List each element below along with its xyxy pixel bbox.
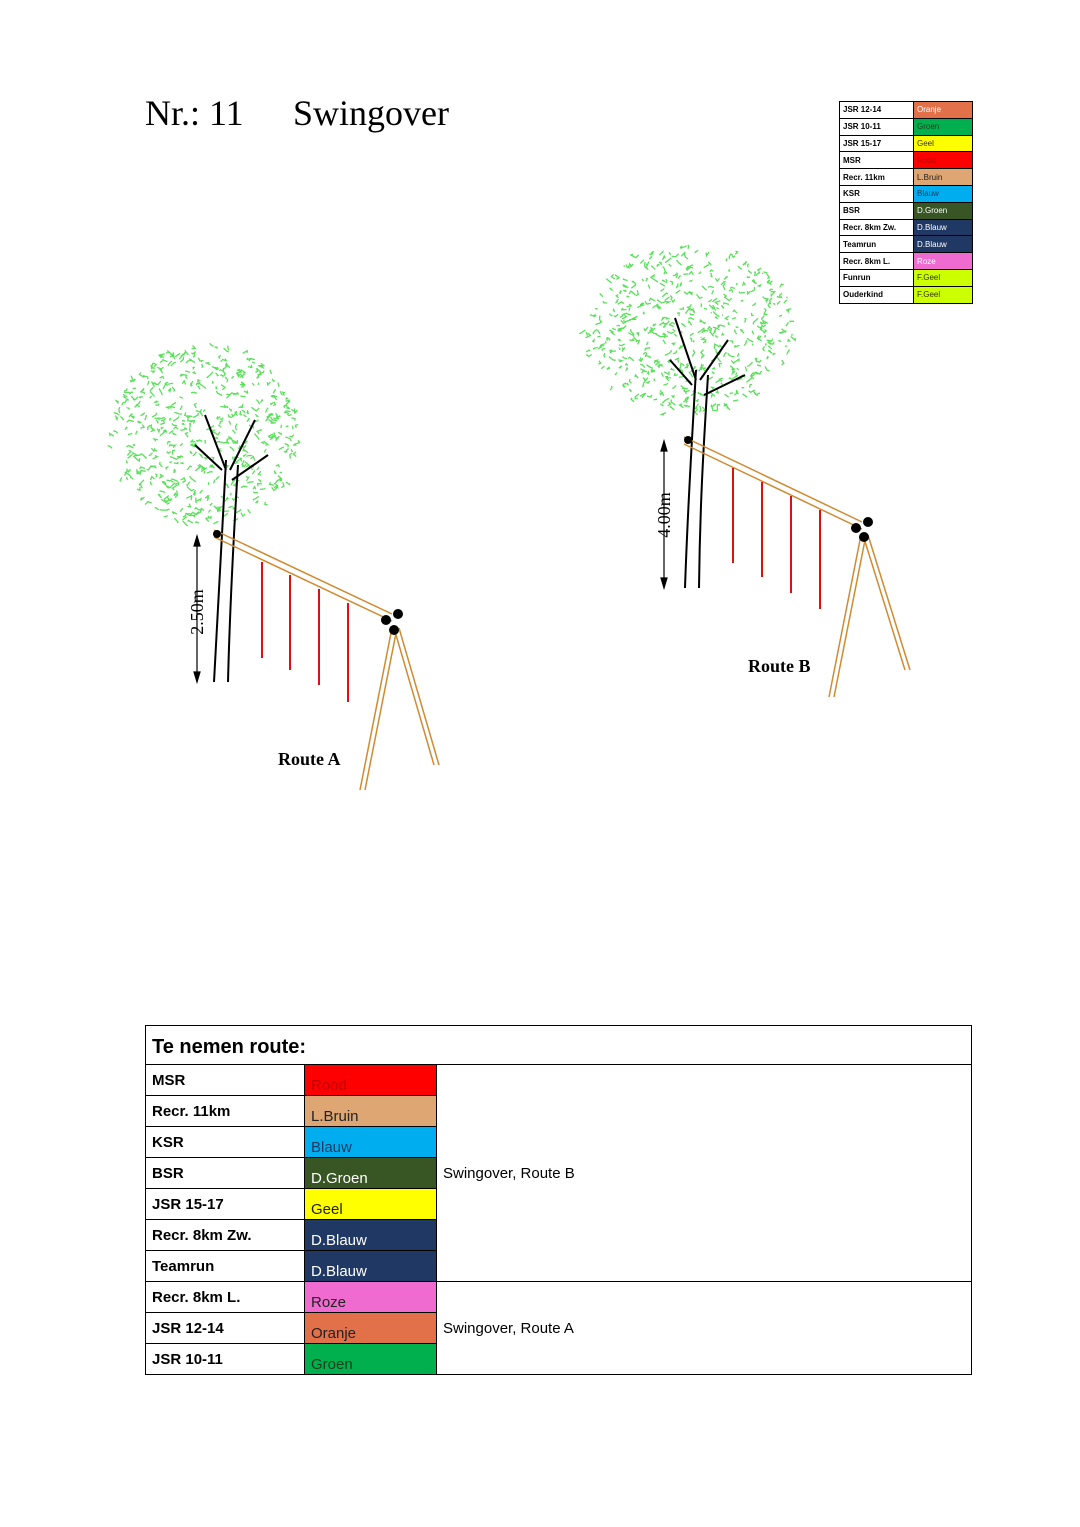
route-b-beam	[684, 437, 862, 529]
route-a-tree-trunk	[195, 415, 268, 682]
route-color-cell: Blauw	[305, 1127, 437, 1158]
legend-color-swatch: Roze	[914, 253, 973, 270]
legend-color-swatch: Blauw	[914, 185, 973, 202]
legend-category: Ouderkind	[840, 286, 914, 303]
route-category: Teamrun	[146, 1251, 305, 1282]
foliage-scribble	[108, 343, 300, 526]
route-color-cell: Geel	[305, 1189, 437, 1220]
legend-category: KSR	[840, 185, 914, 202]
route-category: Recr. 11km	[146, 1096, 305, 1127]
legend-category: MSR	[840, 152, 914, 169]
route-color-cell: Roze	[305, 1282, 437, 1313]
route-color-cell: Rood	[305, 1065, 437, 1096]
route-b-legs	[829, 535, 910, 697]
route-b-illustration	[579, 245, 910, 697]
route-color-cell: D.Groen	[305, 1158, 437, 1189]
legend-category: Funrun	[840, 269, 914, 286]
route-color-cell: D.Blauw	[305, 1251, 437, 1282]
legend-category: Recr. 11km	[840, 169, 914, 186]
route-table-row	[146, 1282, 972, 1313]
route-color-cell: L.Bruin	[305, 1096, 437, 1127]
route-table-heading-row	[146, 1026, 972, 1065]
route-b-label: Route B	[748, 656, 811, 676]
legend-color-swatch: Rood	[914, 152, 973, 169]
route-category: JSR 12-14	[146, 1313, 305, 1344]
route-table-heading: Te nemen route:	[146, 1026, 972, 1065]
route-description: Swingover, Route A	[437, 1282, 972, 1375]
route-category: Recr. 8km Zw.	[146, 1220, 305, 1251]
legend-category: Recr. 8km Zw.	[840, 219, 914, 236]
obstacle-number: Nr.: 11	[145, 93, 244, 133]
legend-color-swatch: D.Blauw	[914, 219, 973, 236]
legend-color-swatch: L.Bruin	[914, 169, 973, 186]
route-a-clamps	[213, 530, 403, 635]
legend-category: JSR 15-17	[840, 135, 914, 152]
route-table-row	[146, 1065, 972, 1096]
route-table	[145, 1025, 972, 1375]
legend-color-swatch: Oranje	[914, 102, 973, 119]
legend-color-swatch: D.Blauw	[914, 236, 973, 253]
route-b-height-label: 4.00m	[654, 492, 674, 538]
foliage-scribble	[579, 245, 795, 415]
route-color-cell: Oranje	[305, 1313, 437, 1344]
route-a-beam	[214, 530, 392, 621]
route-a-height-label: 2.50m	[187, 589, 207, 635]
legend-color-swatch: Groen	[914, 118, 973, 135]
route-color-cell: Groen	[305, 1344, 437, 1375]
route-category: Recr. 8km L.	[146, 1282, 305, 1313]
route-category: JSR 10-11	[146, 1344, 305, 1375]
route-a-tree-foliage	[108, 343, 300, 526]
route-category: KSR	[146, 1127, 305, 1158]
route-category: BSR	[146, 1158, 305, 1189]
legend-color-swatch: F.Geel	[914, 269, 973, 286]
legend-category: JSR 10-11	[840, 118, 914, 135]
route-description: Swingover, Route B	[437, 1065, 972, 1282]
route-a-label: Route A	[278, 749, 341, 769]
legend-category: Teamrun	[840, 236, 914, 253]
route-color-cell: D.Blauw	[305, 1220, 437, 1251]
legend-color-swatch: Geel	[914, 135, 973, 152]
route-b-ropes	[733, 468, 820, 609]
obstacle-title: Swingover	[293, 93, 449, 133]
legend-category: Recr. 8km L.	[840, 253, 914, 270]
route-category: JSR 15-17	[146, 1189, 305, 1220]
route-a-illustration	[108, 343, 439, 790]
legend-color-swatch: F.Geel	[914, 286, 973, 303]
legend-color-swatch: D.Groen	[914, 202, 973, 219]
route-b-tree-foliage	[579, 245, 795, 415]
legend-category: BSR	[840, 202, 914, 219]
route-category: MSR	[146, 1065, 305, 1096]
route-a-ropes	[262, 562, 348, 702]
legend-category: JSR 12-14	[840, 102, 914, 119]
route-a-legs	[360, 628, 439, 790]
